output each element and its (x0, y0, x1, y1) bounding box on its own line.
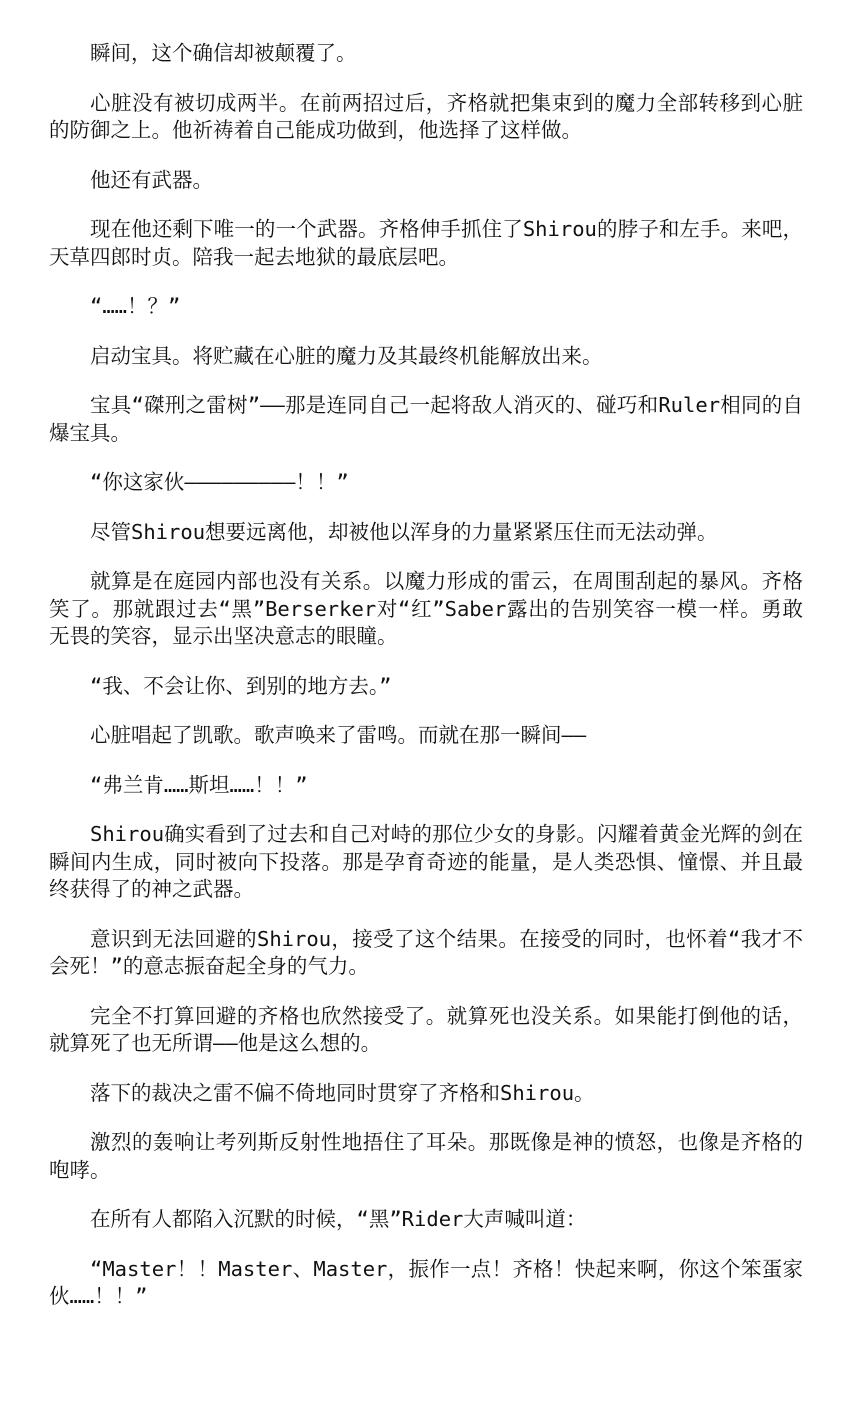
paragraph: 心脏没有被切成两半。在前两招过后，齐格就把集束到的魔力全部转移到心脏的防御之上。他祈祷着自己能成功做到，他选择了这样做。 (49, 90, 803, 142)
paragraph: 就算是在庭园内部也没有关系。以魔力形成的雷云，在周围刮起的暴风。齐格笑了。那就跟过去“黑”Berserker对“红”Saber露出的告别笑容一模一样。勇敢无畏的笑容，显示出坚决意志的眼瞳。 (49, 569, 803, 648)
paragraph: “……！？” (90, 294, 181, 318)
paragraph: 在所有人都陷入沉默的时候，“黑”Rider大声喊叫道： (90, 1207, 587, 1231)
paragraph: 启动宝具。将贮藏在心脏的魔力及其最终机能解放出来。 (90, 343, 603, 368)
paragraph: 完全不打算回避的齐格也欣然接受了。就算死也没关系。如果能打倒他的话，就算死了也无所谓——他是这么想的。 (49, 1003, 803, 1055)
paragraph: Shirou确实看到了过去和自己对峙的那位少女的身影。闪耀着黄金光辉的剑在瞬间内生成，同时被向下投落。那是孕育奇迹的能量，是人类恐惧、憧憬、并且最终获得了的神之武器。 (49, 822, 803, 901)
paragraph: 心脏唱起了凯歌。歌声唤来了雷鸣。而就在那一瞬间—— (90, 723, 587, 747)
paragraph: “弗兰肯……斯坦……！！” (90, 772, 308, 797)
paragraph: “我、不会让你、到别的地方去。” (90, 673, 392, 698)
paragraph: 意识到无法回避的Shirou，接受了这个结果。在接受的同时，也怀着“我才不会死！”的意志振奋起全身的气力。 (49, 926, 803, 978)
paragraph: 激烈的轰响让考列斯反射性地捂住了耳朵。那既像是神的愤怒，也像是齐格的咆哮。 (49, 1130, 803, 1182)
paragraph: 现在他还剩下唯一的一个武器。齐格伸手抓住了Shirou的脖子和左手。来吧，天草四郎时贞。陪我一起去地狱的最底层吧。 (49, 217, 803, 269)
paragraph: 瞬间，这个确信却被颠覆了。 (90, 41, 357, 65)
paragraph: 他还有武器。 (90, 167, 213, 192)
paragraph: 落下的裁决之雷不偏不倚地同时贯穿了齐格和Shirou。 (90, 1080, 595, 1105)
paragraph: 尽管Shirou想要远离他，却被他以浑身的力量紧紧压住而无法动弹。 (90, 519, 718, 544)
paragraph: “Master！！Master、Master，振作一点！齐格！快起来啊，你这个笨蛋家伙……！！” (49, 1256, 803, 1308)
paragraph: 宝具“磔刑之雷树”——那是连同自己一起将敌人消灭的、碰巧和Ruler相同的自爆宝具。 (49, 393, 803, 445)
paragraph: “你这家伙—————————！！” (90, 470, 349, 494)
